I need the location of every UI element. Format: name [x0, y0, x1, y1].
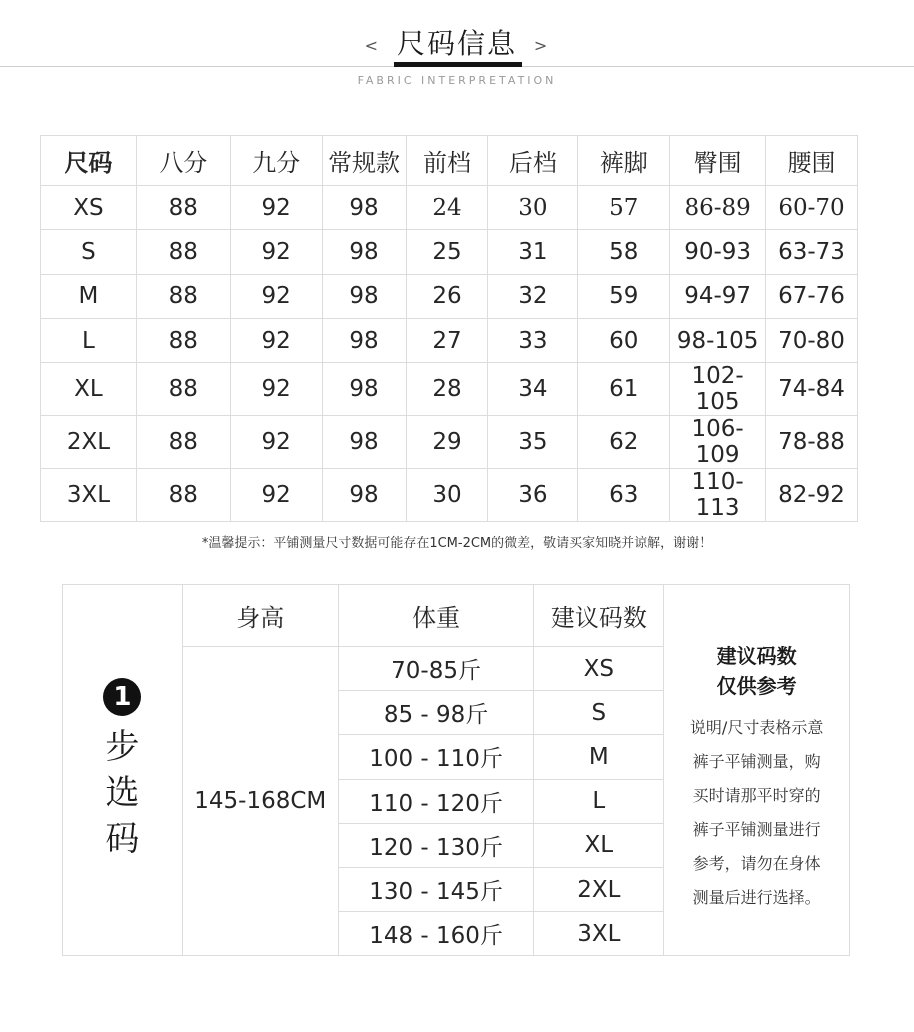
size-table-cell: XL	[41, 363, 137, 416]
suggested-size-cell: M	[534, 735, 664, 779]
size-table-cell: 98	[322, 416, 406, 469]
size-table-cell: 62	[578, 416, 670, 469]
suggested-size-cell: S	[534, 691, 664, 735]
size-table-cell: 98	[322, 363, 406, 416]
size-table-cell: 60	[578, 318, 670, 362]
note-title-line: 建议码数	[716, 644, 797, 668]
size-table-cell: 88	[136, 416, 230, 469]
size-table-cell: 31	[488, 230, 578, 274]
suggested-size-cell: XS	[534, 647, 664, 691]
recommend-note	[664, 585, 850, 956]
size-table-cell: 32	[488, 274, 578, 318]
size-table-cell: 92	[230, 230, 322, 274]
size-table-cell: 61	[578, 363, 670, 416]
size-table-cell: 58	[578, 230, 670, 274]
weight-cell: 148 - 160斤	[338, 912, 534, 956]
size-table-cell: 90-93	[670, 230, 766, 274]
size-table-cell: 24	[406, 186, 488, 230]
size-table-header-cell: 尺码	[41, 136, 137, 186]
size-table-header-cell: 八分	[136, 136, 230, 186]
size-table-cell: 88	[136, 469, 230, 522]
size-table-cell: 110-113	[670, 469, 766, 522]
size-table-cell: 67-76	[766, 274, 858, 318]
size-table-cell: 63	[578, 469, 670, 522]
size-table-cell: M	[41, 274, 137, 318]
size-table-cell: 98	[322, 318, 406, 362]
size-table-cell: 34	[488, 363, 578, 416]
note-line: 测量后进行选择。	[692, 888, 821, 907]
size-table-cell: 94-97	[670, 274, 766, 318]
size-table	[40, 135, 858, 522]
size-table-cell: 92	[230, 363, 322, 416]
size-table-cell: 82-92	[766, 469, 858, 522]
size-table-cell: 88	[136, 274, 230, 318]
size-table-cell: 88	[136, 318, 230, 362]
note-line: 买时请那平时穿的	[692, 786, 821, 805]
note-line: 参考，请勿在身体	[692, 854, 821, 873]
step-label-char: 码	[105, 819, 140, 860]
size-table-cell: 98	[322, 186, 406, 230]
size-table-cell: 30	[406, 469, 488, 522]
size-table-header-cell: 九分	[230, 136, 322, 186]
size-table-cell: 88	[136, 230, 230, 274]
size-table-row	[41, 230, 858, 274]
weight-cell: 110 - 120斤	[338, 779, 534, 823]
measurement-tip: *温馨提示：平铺测量尺寸数据可能存在1CM-2CM的微差，敬请买家知晓并谅解，谢谢！	[201, 536, 713, 551]
size-table-cell: 102-105	[670, 363, 766, 416]
weight-cell: 120 - 130斤	[338, 823, 534, 867]
size-table-cell: 86-89	[670, 186, 766, 230]
size-table-row	[41, 363, 858, 416]
recommend-header-cell: 建议码数	[534, 585, 664, 647]
suggested-size-cell: XL	[534, 823, 664, 867]
recommend-header-row	[63, 585, 850, 647]
size-table-cell: 60-70	[766, 186, 858, 230]
step-label-char: 步	[105, 727, 140, 768]
note-line: 裤子平铺测量进行	[692, 820, 821, 839]
page-subtitle: FABRIC INTERPRETATION	[357, 74, 557, 87]
step-label	[63, 724, 182, 862]
size-table-cell: 88	[136, 363, 230, 416]
size-table-cell: 36	[488, 469, 578, 522]
size-table-cell: 2XL	[41, 416, 137, 469]
size-table-cell: 33	[488, 318, 578, 362]
size-table-cell: 35	[488, 416, 578, 469]
title-underline	[394, 62, 522, 67]
suggested-size-cell: L	[534, 779, 664, 823]
weight-cell: 130 - 145斤	[338, 867, 534, 911]
size-table-cell: 59	[578, 274, 670, 318]
size-table-cell: 92	[230, 318, 322, 362]
size-table-row	[41, 318, 858, 362]
size-table-header-cell: 臀围	[670, 136, 766, 186]
weight-cell: 85 - 98斤	[338, 691, 534, 735]
size-table-cell: 30	[488, 186, 578, 230]
size-table-header-row	[41, 136, 858, 186]
size-table-header-cell: 前档	[406, 136, 488, 186]
size-table-cell: 70-80	[766, 318, 858, 362]
size-table-row	[41, 416, 858, 469]
size-table-cell: 92	[230, 469, 322, 522]
size-table-cell: 106-109	[670, 416, 766, 469]
size-table-cell: L	[41, 318, 137, 362]
step-label-char: 选	[105, 773, 140, 814]
size-table-header-cell: 常规款	[322, 136, 406, 186]
step-cell	[63, 585, 183, 956]
size-table-cell: 98	[322, 274, 406, 318]
chevron-right-icon: >	[533, 35, 550, 55]
size-table-cell: 98-105	[670, 318, 766, 362]
chevron-left-icon: <	[364, 35, 381, 55]
note-title-line: 仅供参考	[716, 674, 797, 698]
size-table-cell: 25	[406, 230, 488, 274]
suggested-size-cell: 2XL	[534, 867, 664, 911]
size-table-cell: S	[41, 230, 137, 274]
note-line: 裤子平铺测量，购	[692, 752, 821, 771]
page-header	[0, 0, 914, 100]
page-title: 尺码信息	[396, 27, 517, 60]
size-table-row	[41, 274, 858, 318]
height-range-cell: 145-168CM	[182, 647, 338, 956]
weight-cell: 70-85斤	[338, 647, 534, 691]
size-table-cell: 88	[136, 186, 230, 230]
size-table-cell: 98	[322, 469, 406, 522]
note-body	[664, 711, 849, 915]
size-table-row	[41, 186, 858, 230]
size-table-cell: 74-84	[766, 363, 858, 416]
recommend-header-cell: 身高	[182, 585, 338, 647]
size-table-cell: 92	[230, 416, 322, 469]
size-table-cell: 57	[578, 186, 670, 230]
size-table-header-cell: 后档	[488, 136, 578, 186]
size-table-row	[41, 469, 858, 522]
size-table-header-cell: 腰围	[766, 136, 858, 186]
note-line: 说明/尺寸表格示意	[689, 718, 824, 737]
recommend-header-cell: 体重	[338, 585, 534, 647]
size-table-cell: 27	[406, 318, 488, 362]
size-table-cell: 26	[406, 274, 488, 318]
size-table-cell: 98	[322, 230, 406, 274]
size-table-cell: 3XL	[41, 469, 137, 522]
size-table-cell: 28	[406, 363, 488, 416]
step-number-badge: 1	[103, 678, 141, 716]
recommendation-table	[62, 584, 850, 956]
size-table-cell: XS	[41, 186, 137, 230]
size-table-cell: 29	[406, 416, 488, 469]
size-table-cell: 92	[230, 186, 322, 230]
header-title-row	[0, 22, 914, 62]
suggested-size-cell: 3XL	[534, 912, 664, 956]
size-table-cell: 78-88	[766, 416, 858, 469]
size-table-cell: 92	[230, 274, 322, 318]
weight-cell: 100 - 110斤	[338, 735, 534, 779]
size-table-cell: 63-73	[766, 230, 858, 274]
size-table-header-cell: 裤脚	[578, 136, 670, 186]
